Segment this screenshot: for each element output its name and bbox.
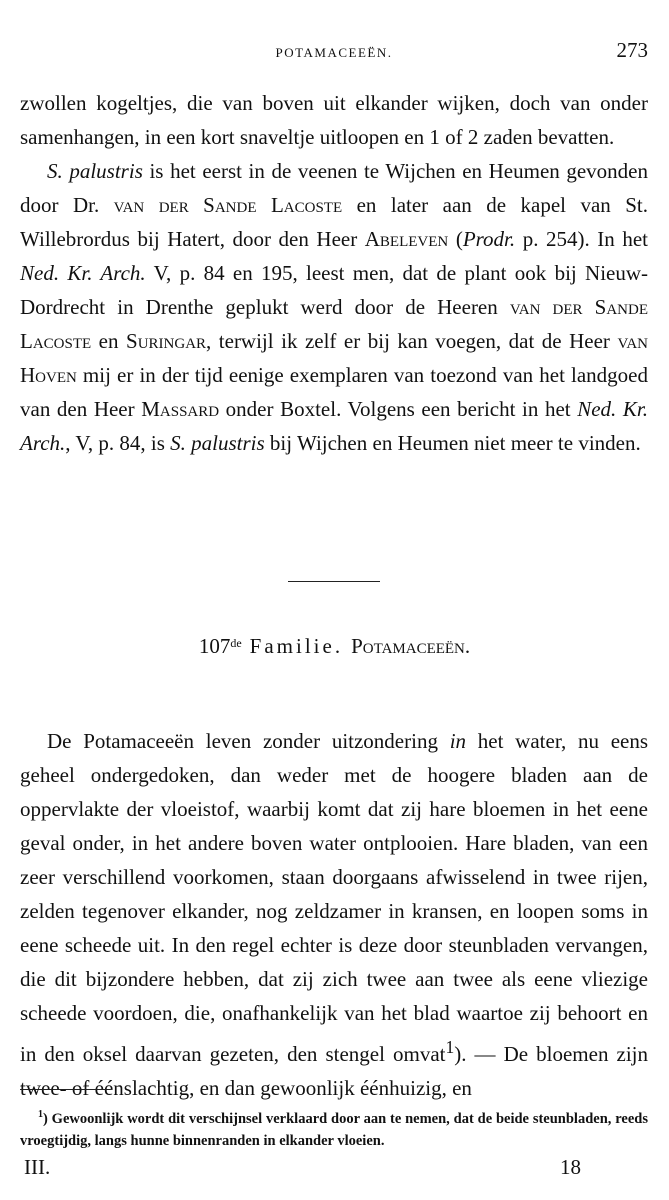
- page-number: 273: [616, 38, 648, 62]
- sheet-number: 18: [560, 1155, 581, 1179]
- text-run: en later aan de kapel van St. Willebrordus bij Hatert, door den Heer: [20, 193, 648, 251]
- text-run: mij er in der tijd eenige exemplaren van toezond van het landgoed van den Heer: [20, 363, 648, 421]
- text-run: en: [91, 329, 127, 353]
- paragraph-2: [20, 154, 648, 460]
- text-run: is het eerst in de veenen te Wijchen en Heumen gevonden door Dr.: [20, 159, 648, 217]
- person-name: Suringar: [126, 329, 207, 353]
- species-name: S. palustris: [47, 159, 143, 183]
- person-name: van der Sande Lacoste: [113, 193, 343, 217]
- text-run: De Potamaceeën leven zonder uitzondering: [47, 729, 450, 753]
- text-run: p. 254). In het: [515, 227, 648, 251]
- text-run: (: [448, 227, 463, 251]
- family-name: Potamaceeën.: [351, 634, 471, 658]
- emphasis: in: [449, 729, 467, 753]
- section-divider: [288, 581, 380, 582]
- family-heading: [0, 634, 669, 659]
- running-title: POTAMACEEËN.: [275, 45, 393, 60]
- paragraph-1: zwollen kogeltjes, die van boven uit elkander wijken, doch van onder samenhangen, in een kort snaveltje uitloopen en 1 of 2 zaden bevatten.: [20, 91, 648, 149]
- text-run: onder Boxtel. Volgens een bericht in het: [219, 397, 578, 421]
- reference-title: Ned. Kr. Arch.: [20, 261, 146, 285]
- footnote-reference: 1: [445, 1037, 455, 1057]
- footnote: [20, 1104, 648, 1152]
- person-name: Abeleven: [364, 227, 449, 251]
- text-block-continuation: [20, 86, 648, 460]
- footnote-body: ) Gewoonlijk wordt dit verschijnsel verklaard door aan te nemen, dat de beide steunbladen, reeds vroegtijdig, langs hunne binnenranden in elkander vloeien.: [20, 1110, 648, 1149]
- text-run: V, p. 84 en 195, leest men, dat de plant ook bij Nieuw-Dordrecht in Drenthe geplukt werd door de Heeren: [20, 261, 649, 319]
- text-run: ). — De bloemen zijn twee- of éénslachtig, en dan gewoonlijk éénhuizig, en: [20, 1042, 649, 1100]
- text-run: bij Wijchen en Heumen niet meer te vinden.: [264, 431, 641, 455]
- person-name: Massard: [141, 397, 220, 421]
- family-word: Familie.: [249, 634, 344, 658]
- footnote-marker: 1: [38, 1109, 43, 1120]
- footnote-divider: [20, 1089, 110, 1090]
- text-run: het water, nu eens geheel ondergedoken, dan weder met de hoogere bladen aan de oppervlakte der vloeistof, waarbij komt dat zij hare bloemen in het eene geval onder, in het andere boven water ontplooien. Hare bladen, van een zeer verschillend voorkomen, staan doorgaans afwisselend in twee rijen, zelden tegenover elkander, nog zeldzamer in kransen, en loopen soms in eene scheede uit. In den regel echter is deze door steunbladen vervangen, die dit bijzondere hebben, dat zij zich twee aan twee als eene vliezige scheede voordoen, die, onafhankelijk van het blad waartoe zij behoort en in den oksel daarvan gezeten, den stengel omvat: [20, 729, 649, 1066]
- family-number-value: 107: [198, 634, 231, 658]
- text-block-family-description: [20, 724, 648, 1105]
- family-number: [199, 634, 242, 658]
- text-run: , terwijl ik zelf er bij kan voegen, dat de Heer: [206, 329, 618, 353]
- text-run: , V, p. 84, is: [65, 431, 171, 455]
- reference-title: Ned. Kr. Arch.: [20, 397, 648, 455]
- running-head: [20, 36, 648, 66]
- signature-mark: III.: [24, 1155, 51, 1179]
- footnote-text: [20, 1104, 648, 1152]
- reference-title: Prodr.: [462, 227, 516, 251]
- person-name: van der Sande Lacoste: [20, 295, 648, 353]
- family-number-suffix: de: [230, 636, 242, 650]
- species-name: S. palustris: [170, 431, 265, 455]
- paragraph-3: [20, 724, 648, 1105]
- person-name: van Hoven: [20, 329, 649, 387]
